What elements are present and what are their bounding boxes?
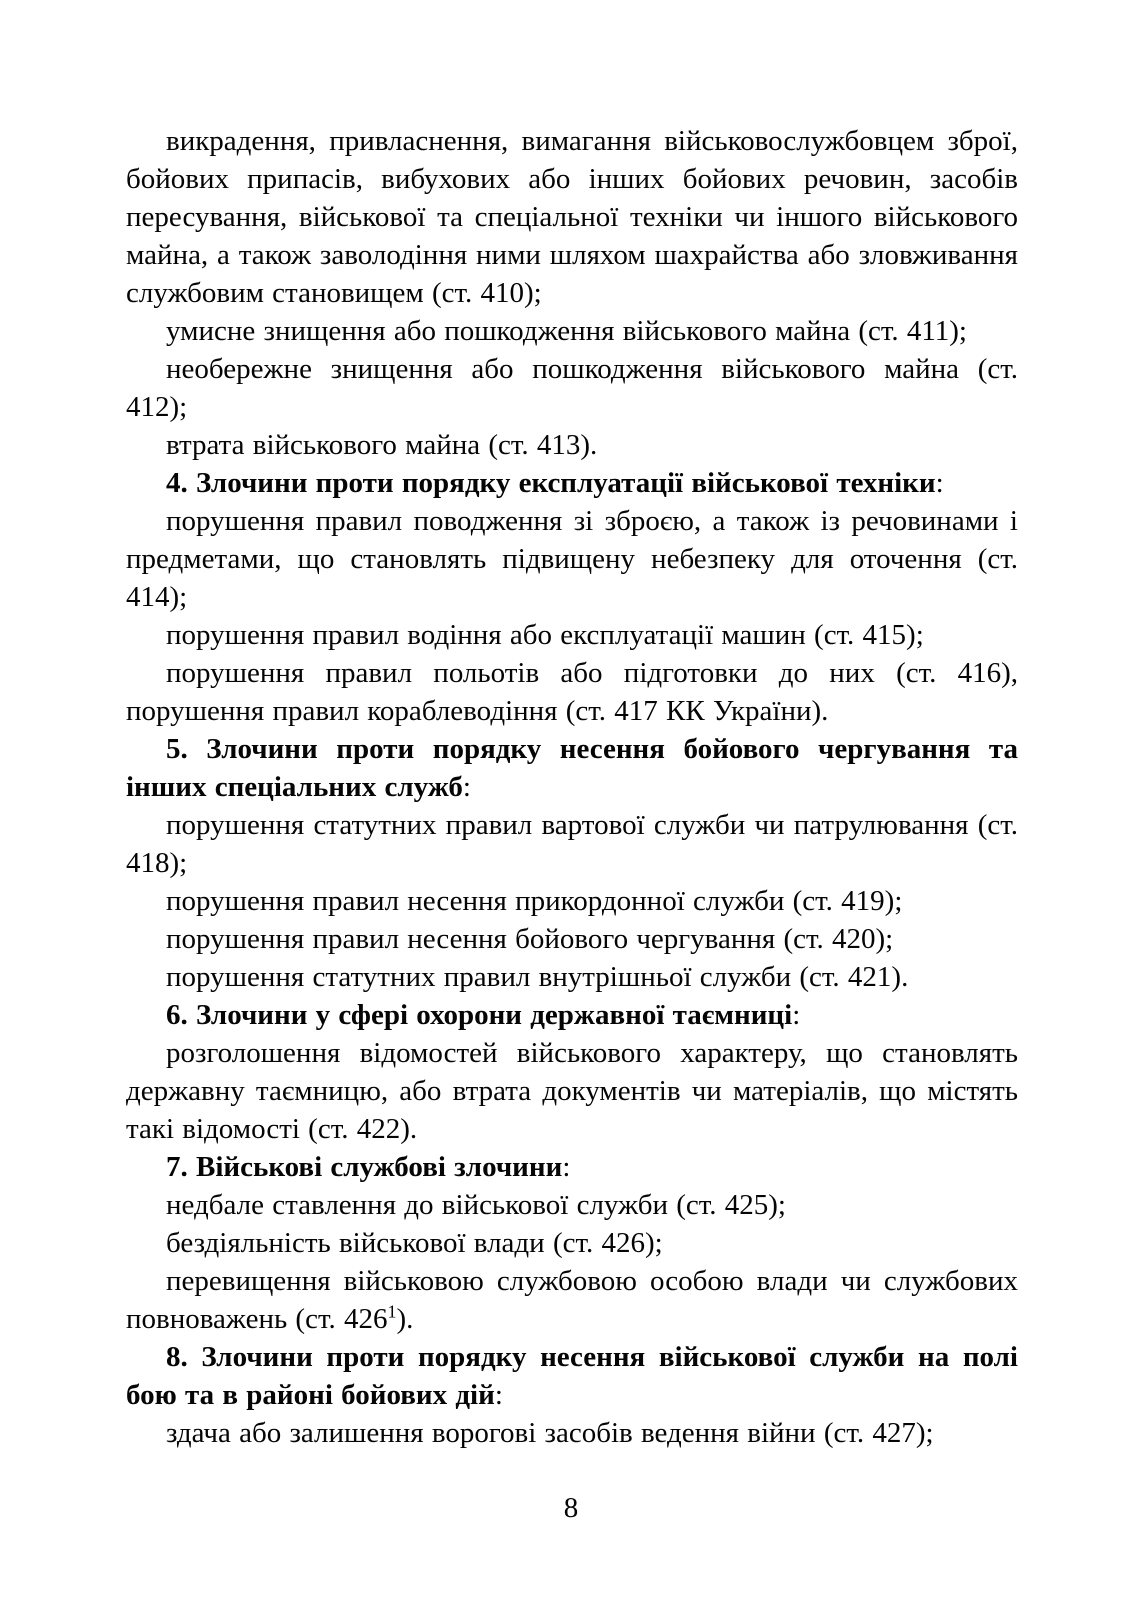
paragraph: здача або залишення ворогові засобів ведення війни (ст. 427);	[166, 1417, 934, 1449]
paragraph: порушення правил польотів або підготовки до них (ст. 416), порушення правил кораблеводіння (ст. 417 КК України).	[126, 657, 1018, 727]
superscript: 1	[387, 1301, 397, 1322]
text-block	[126, 122, 1018, 1452]
paragraph: порушення правил несення прикордонної служби (ст. 419);	[166, 885, 903, 917]
paragraph: порушення правил водіння або експлуатації машин (ст. 415);	[166, 619, 924, 651]
paragraph: втрата військового майна (ст. 413).	[166, 429, 598, 461]
heading-colon: :	[494, 1379, 503, 1411]
paragraph: умисне знищення або пошкодження військового майна (ст. 411);	[166, 315, 967, 347]
section-heading: 6. Злочини у сфері охорони державної таємниці:	[166, 999, 801, 1031]
page-number: 8	[563, 1492, 579, 1524]
section-heading: 4. Злочини проти порядку експлуатації військової техніки:	[166, 467, 944, 499]
paragraph: порушення правил поводження зі зброєю, а також із речовинами і предметами, що становлять підвищену небезпеку для оточення (ст. 414);	[126, 505, 1018, 613]
heading-colon: :	[792, 999, 801, 1031]
paragraph: порушення правил несення бойового чергування (ст. 420);	[166, 923, 894, 955]
paragraph: розголошення відомостей військового характеру, що становлять державну таємницю, або втрата документів чи матеріалів, що містять такі відомості (ст. 422).	[126, 1037, 1018, 1145]
heading-colon: :	[562, 1151, 571, 1183]
paragraph: необережне знищення або пошкодження військового майна (ст. 412);	[126, 353, 1018, 423]
paragraph: порушення статутних правил внутрішньої служби (ст. 421).	[166, 961, 909, 993]
paragraph: бездіяльність військової влади (ст. 426);	[166, 1227, 663, 1259]
section-heading: 8. Злочини проти порядку несення військової служби на полі бою та в районі бойових дій:	[126, 1341, 1018, 1411]
section-heading: 5. Злочини проти порядку несення бойового чергування та інших спеціальних служб:	[126, 733, 1018, 803]
paragraph: викрадення, привласнення, вимагання військовослужбовцем зброї, бойових припасів, вибухових або інших бойових речовин, засобів пересування, військової та спеціальної техніки чи іншого військового майна, а також заволодіння ними шляхом шахрайства або зловживання службовим становищем (ст. 410);	[126, 125, 1018, 309]
heading-colon: :	[935, 467, 944, 499]
heading-colon: :	[462, 771, 471, 803]
section-heading: 7. Військові службові злочини:	[166, 1151, 571, 1183]
paragraph: порушення статутних правил вартової служби чи патрулювання (ст. 418);	[126, 809, 1018, 879]
paragraph: перевищення військовою службовою особою влади чи службових повноважень (ст. $426^1$).	[126, 1265, 1018, 1335]
paragraph: недбале ставлення до військової служби (ст. 425);	[166, 1189, 786, 1221]
